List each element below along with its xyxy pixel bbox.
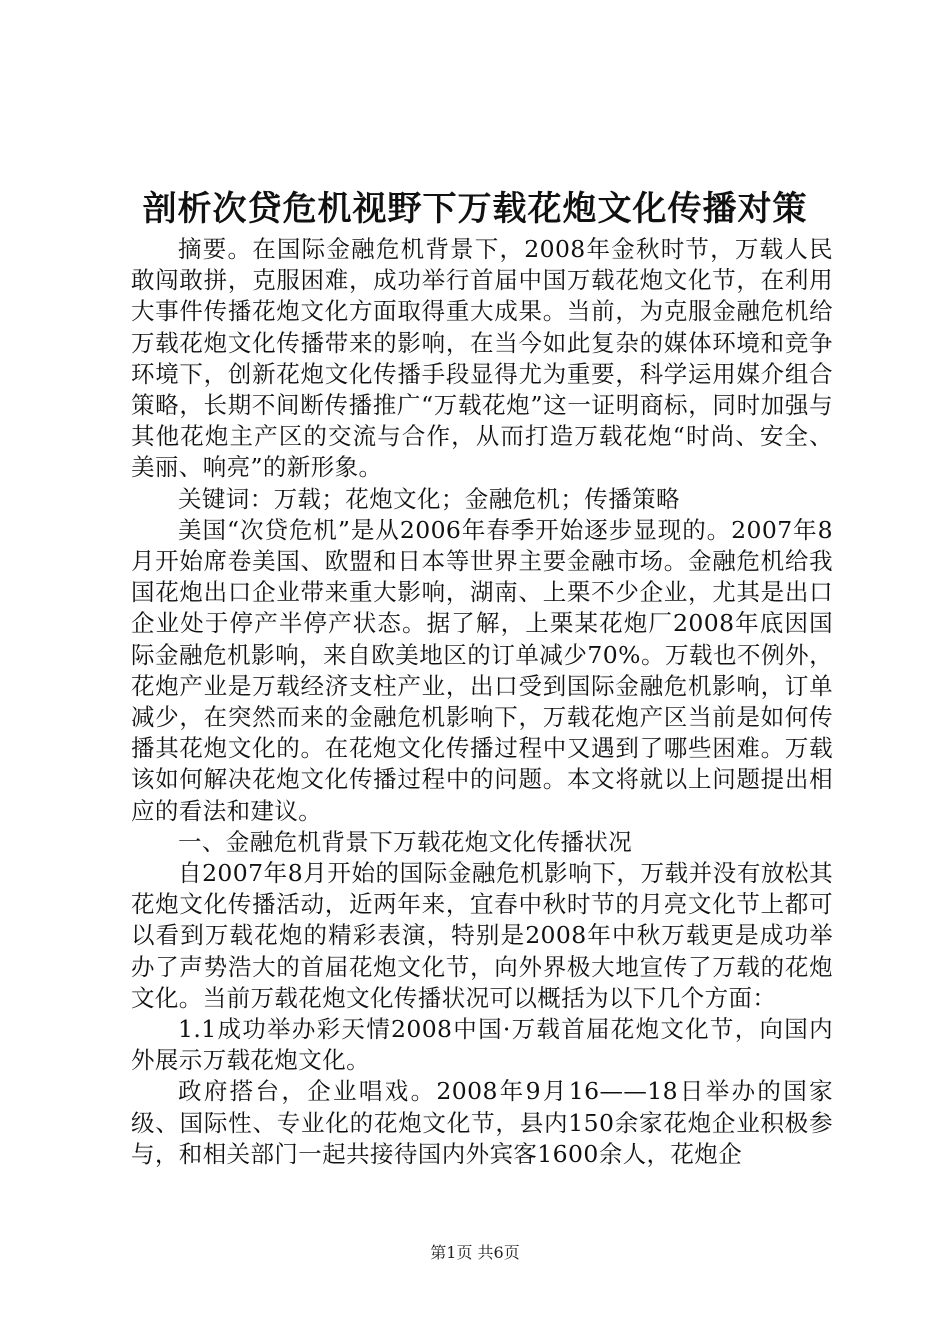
intro-paragraph: 美国“次贷危机”是从2006年春季开始逐步显现的。2007年8月开始席卷美国、欧盟和日本等世界主要金融市场。金融危机给我国花炮出口企业带来重大影响，湖南、上栗不少企业，尤其是出口企业处于停产半停产状态。据了解，上栗某花炮厂2008年底因国际金融危机影响，来自欧美地区的订单减少70%。万载也不例外，花炮产业是万载经济支柱产业，出口受到国际金融危机影响，订单减少，在突然而来的金融危机影响下，万载花炮产区当前是如何传播其花炮文化的。在花炮文化传播过程中又遇到了哪些困难。万载该如何解决花炮文化传播过程中的问题。本文将就以上问题提出相应的看法和建议。 — [131, 515, 833, 825]
abstract-paragraph: 摘要。在国际金融危机背景下，2008年金秋时节，万载人民敢闯敢拼，克服困难，成功举行首届中国万载花炮文化节，在利用大事件传播花炮文化方面取得重大成果。当前，为克服金融危机给万载花炮文化传播带来的影响，在当今如此复杂的媒体环境和竞争环境下，创新花炮文化传播手段显得尤为重要，科学运用媒介组合策略，长期不间断传播推广“万载花炮”这一证明商标，同时加强与其他花炮主产区的交流与合作，从而打造万载花炮“时尚、安全、美丽、响亮”的新形象。 — [131, 235, 833, 482]
section-heading: 一、金融危机背景下万载花炮文化传播状况 — [178, 827, 633, 856]
document-title: 剖析次贷危机视野下万载花炮文化传播对策 — [142, 189, 808, 229]
body-paragraph: 政府搭台，企业唱戏。2008年9月16——18日举办的国家级、国际性、专业化的花炮文化节，县内150余家花炮企业积极参与，和相关部门一起共接待国内外宾客1600余人，花炮企 — [131, 1077, 833, 1168]
keywords-paragraph: 关键词：万载；花炮文化；金融危机；传播策略 — [178, 484, 680, 513]
document-body — [131, 234, 833, 1170]
subsection-heading: 1.1成功举办彩天情2008中国·万载首届花炮文化节，向国内外展示万载花炮文化。 — [131, 1015, 833, 1075]
section-paragraph: 自2007年8月开始的国际金融危机影响下，万载并没有放松其花炮文化传播活动，近两年来，宜春中秋时节的月亮文化节上都可以看到万载花炮的精彩表演，特别是2008年中秋万载更是成功举办了声势浩大的首届花炮文化节，向外界极大地宣传了万载的花炮文化。当前万载花炮文化传播状况可以概括为以下几个方面： — [131, 859, 833, 1012]
page-number-footer: 第1页 共6页 — [430, 1243, 520, 1262]
